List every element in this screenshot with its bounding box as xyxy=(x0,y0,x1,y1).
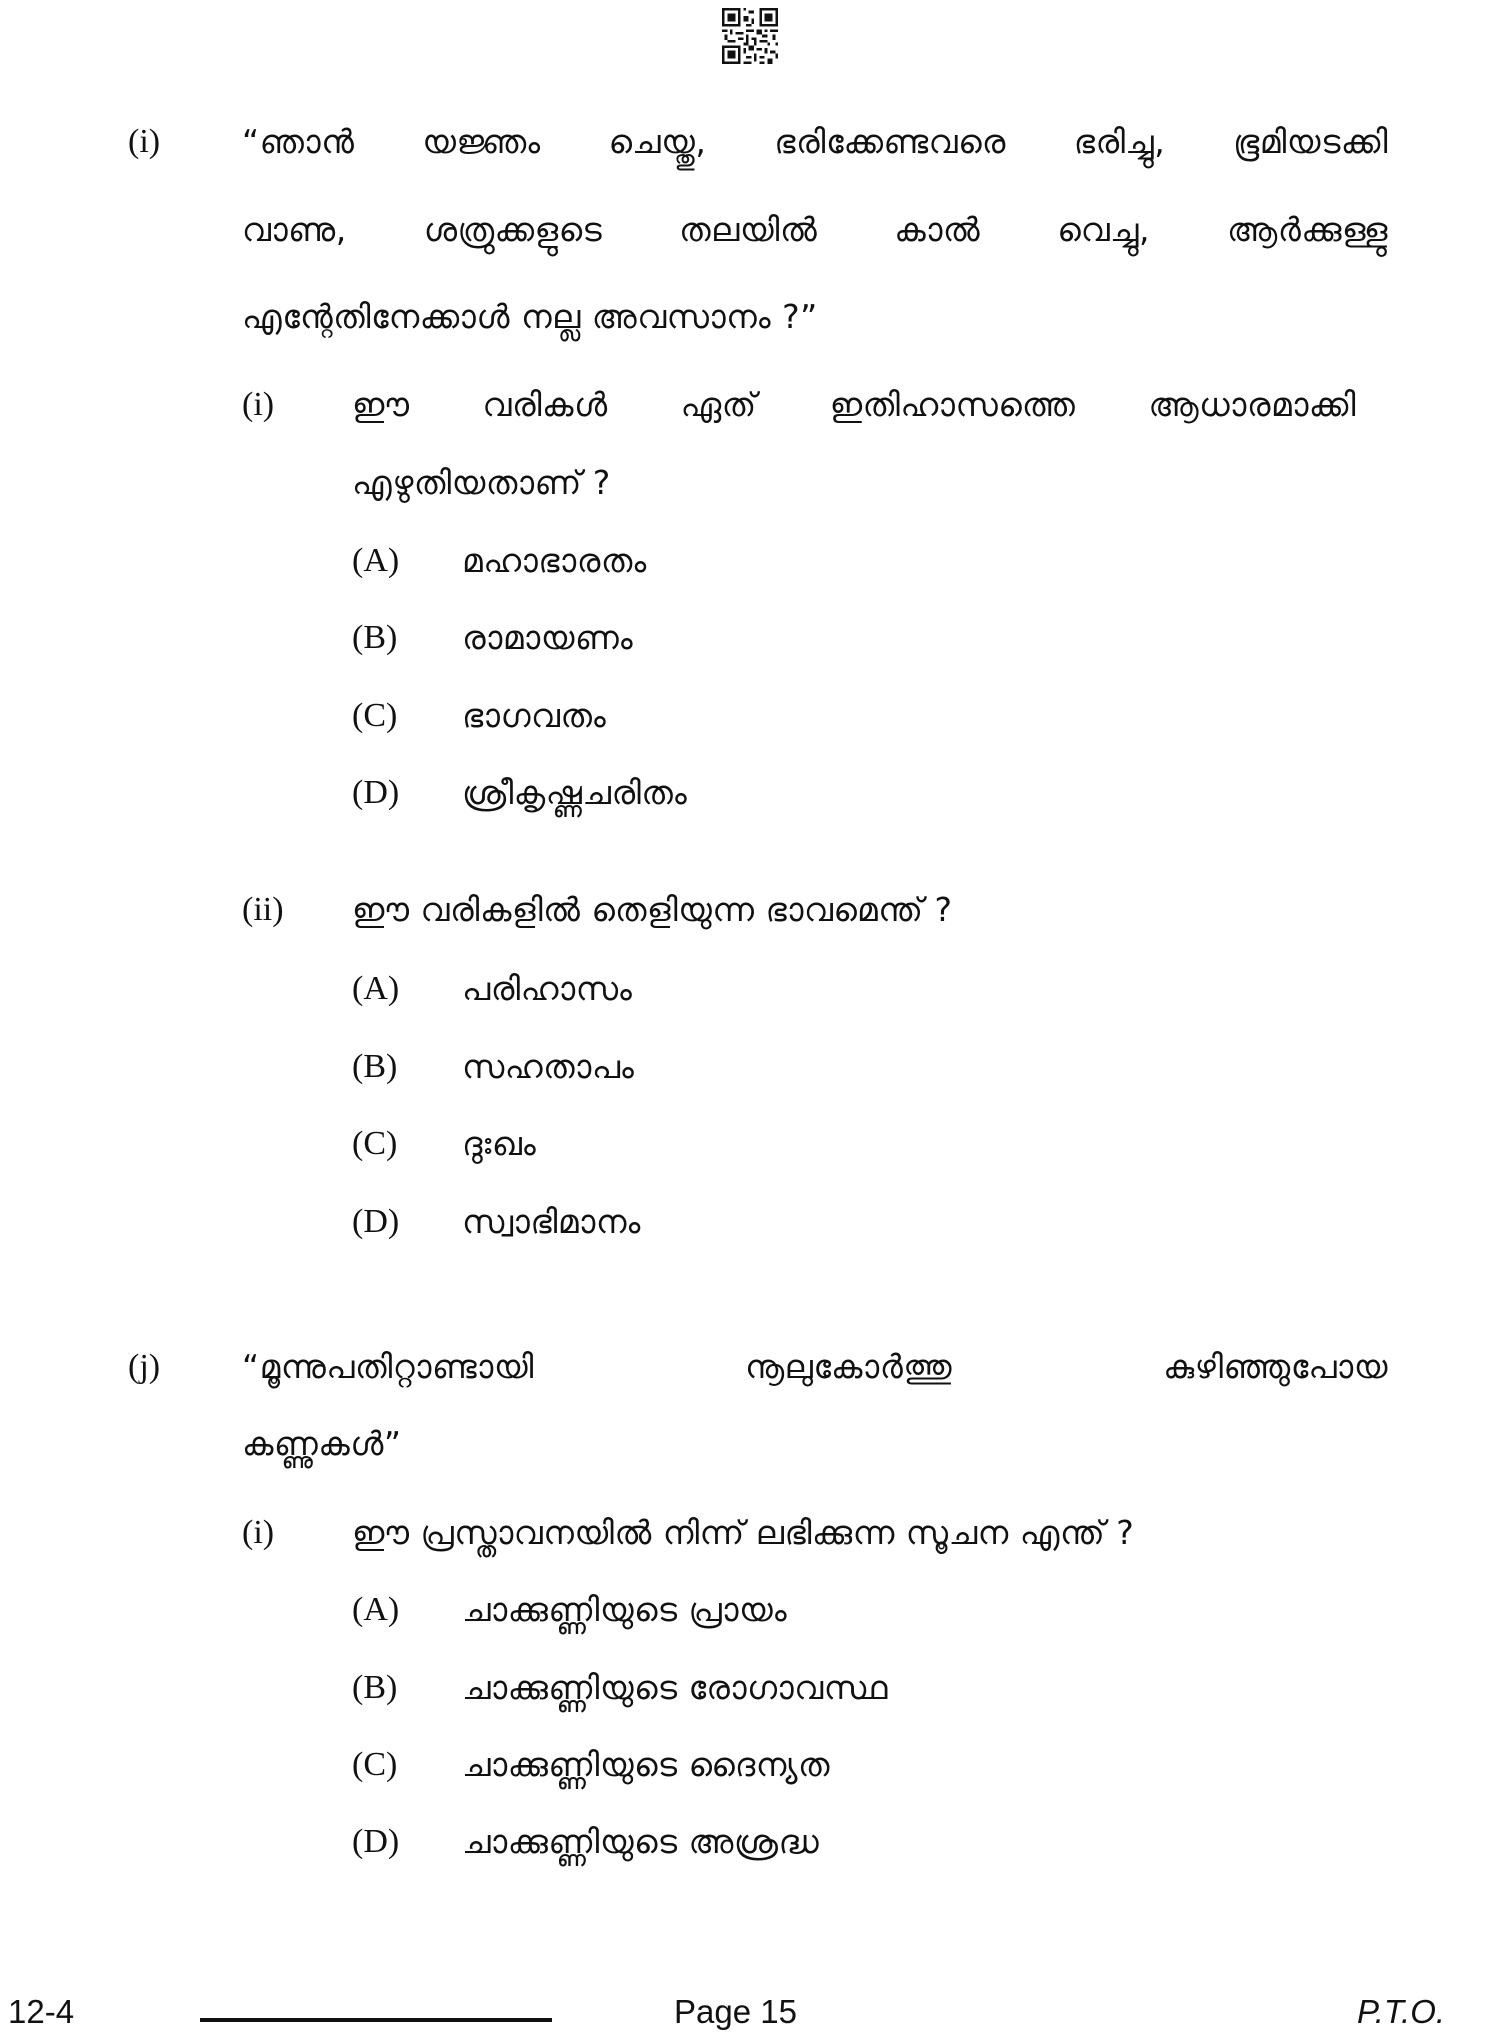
option-text: പരിഹാസം xyxy=(462,969,633,1008)
quote-line: വാണു, ശത്രുക്കളുടെ തലയിൽ കാൽ വെച്ചു, ആർക്കുള്ളു xyxy=(242,210,1388,249)
option-text: സഹതാപം xyxy=(462,1047,635,1086)
option-text: ഭാഗവതം xyxy=(462,696,607,735)
option-label: (C) xyxy=(352,1125,398,1162)
page-number: Page 15 xyxy=(674,1993,797,2030)
option-text: രാമായണം xyxy=(462,618,634,657)
option-label: (B) xyxy=(352,1669,398,1706)
quote-line: “മൂന്നുപതിറ്റാണ്ടായി നൂലുകോർത്തു കുഴിഞ്ഞുപോയ xyxy=(242,1347,1388,1386)
option-text: ദുഃഖം xyxy=(462,1124,537,1163)
quote-line: “ഞാൻ യജ്ഞം ചെയ്തു, ഭരിക്കേണ്ടവരെ ഭരിച്ചു, ഭൂമിയടക്കി xyxy=(242,122,1388,161)
option-text: ചാക്കുണ്ണിയുടെ രോഗാവസ്ഥ xyxy=(462,1668,888,1707)
option-text: ചാക്കുണ്ണിയുടെ അശ്രദ്ധ xyxy=(462,1822,820,1861)
option-text: മഹാഭാരതം xyxy=(462,541,647,580)
option-label: (D) xyxy=(352,774,400,811)
option-text: ചാക്കുണ്ണിയുടെ പ്രായം xyxy=(462,1590,788,1629)
sub-question-number: (i) xyxy=(242,1514,275,1551)
question-number: (i) xyxy=(128,123,161,160)
option-label: (C) xyxy=(352,1746,398,1783)
option-label: (D) xyxy=(352,1203,400,1240)
question-number: (j) xyxy=(128,1348,161,1385)
sub-question-number: (i) xyxy=(242,386,275,423)
option-label: (A) xyxy=(352,970,400,1007)
sub-question-text: ഈ വരികളിൽ തെളിയുന്ന ഭാവമെന്ത് ? xyxy=(352,890,953,929)
sub-question-text: എഴുതിയതാണ് ? xyxy=(352,463,611,502)
footer-divider xyxy=(200,2018,552,2022)
option-label: (C) xyxy=(352,697,398,734)
sub-question-number: (ii) xyxy=(242,891,284,928)
option-label: (B) xyxy=(352,1048,398,1085)
option-text: സ്വാഭിമാനം xyxy=(462,1202,641,1241)
pto-label: P.T.O. xyxy=(1357,1993,1446,2030)
sub-question-text: ഈ വരികൾ ഏത് ഇതിഹാസത്തെ ആധാരമാക്കി xyxy=(352,385,1356,424)
option-label: (A) xyxy=(352,1591,400,1628)
qr-code-icon xyxy=(722,8,778,64)
option-label: (D) xyxy=(352,1823,400,1860)
paper-code: 12-4 xyxy=(8,1993,75,2030)
option-text: ശ്രീകൃഷ്ണചരിതം xyxy=(462,773,688,812)
quote-line: എന്റേതിനേക്കാൾ നല്ല അവസാനം ?” xyxy=(242,297,818,336)
sub-question-text: ഈ പ്രസ്താവനയിൽ നിന്ന് ലഭിക്കുന്ന സൂചന എന്ത് ? xyxy=(352,1513,1135,1552)
option-text: ചാക്കുണ്ണിയുടെ ദൈന്യത xyxy=(462,1745,830,1784)
option-label: (A) xyxy=(352,542,400,579)
quote-line: കണ്ണുകൾ” xyxy=(242,1424,402,1463)
option-label: (B) xyxy=(352,619,398,656)
